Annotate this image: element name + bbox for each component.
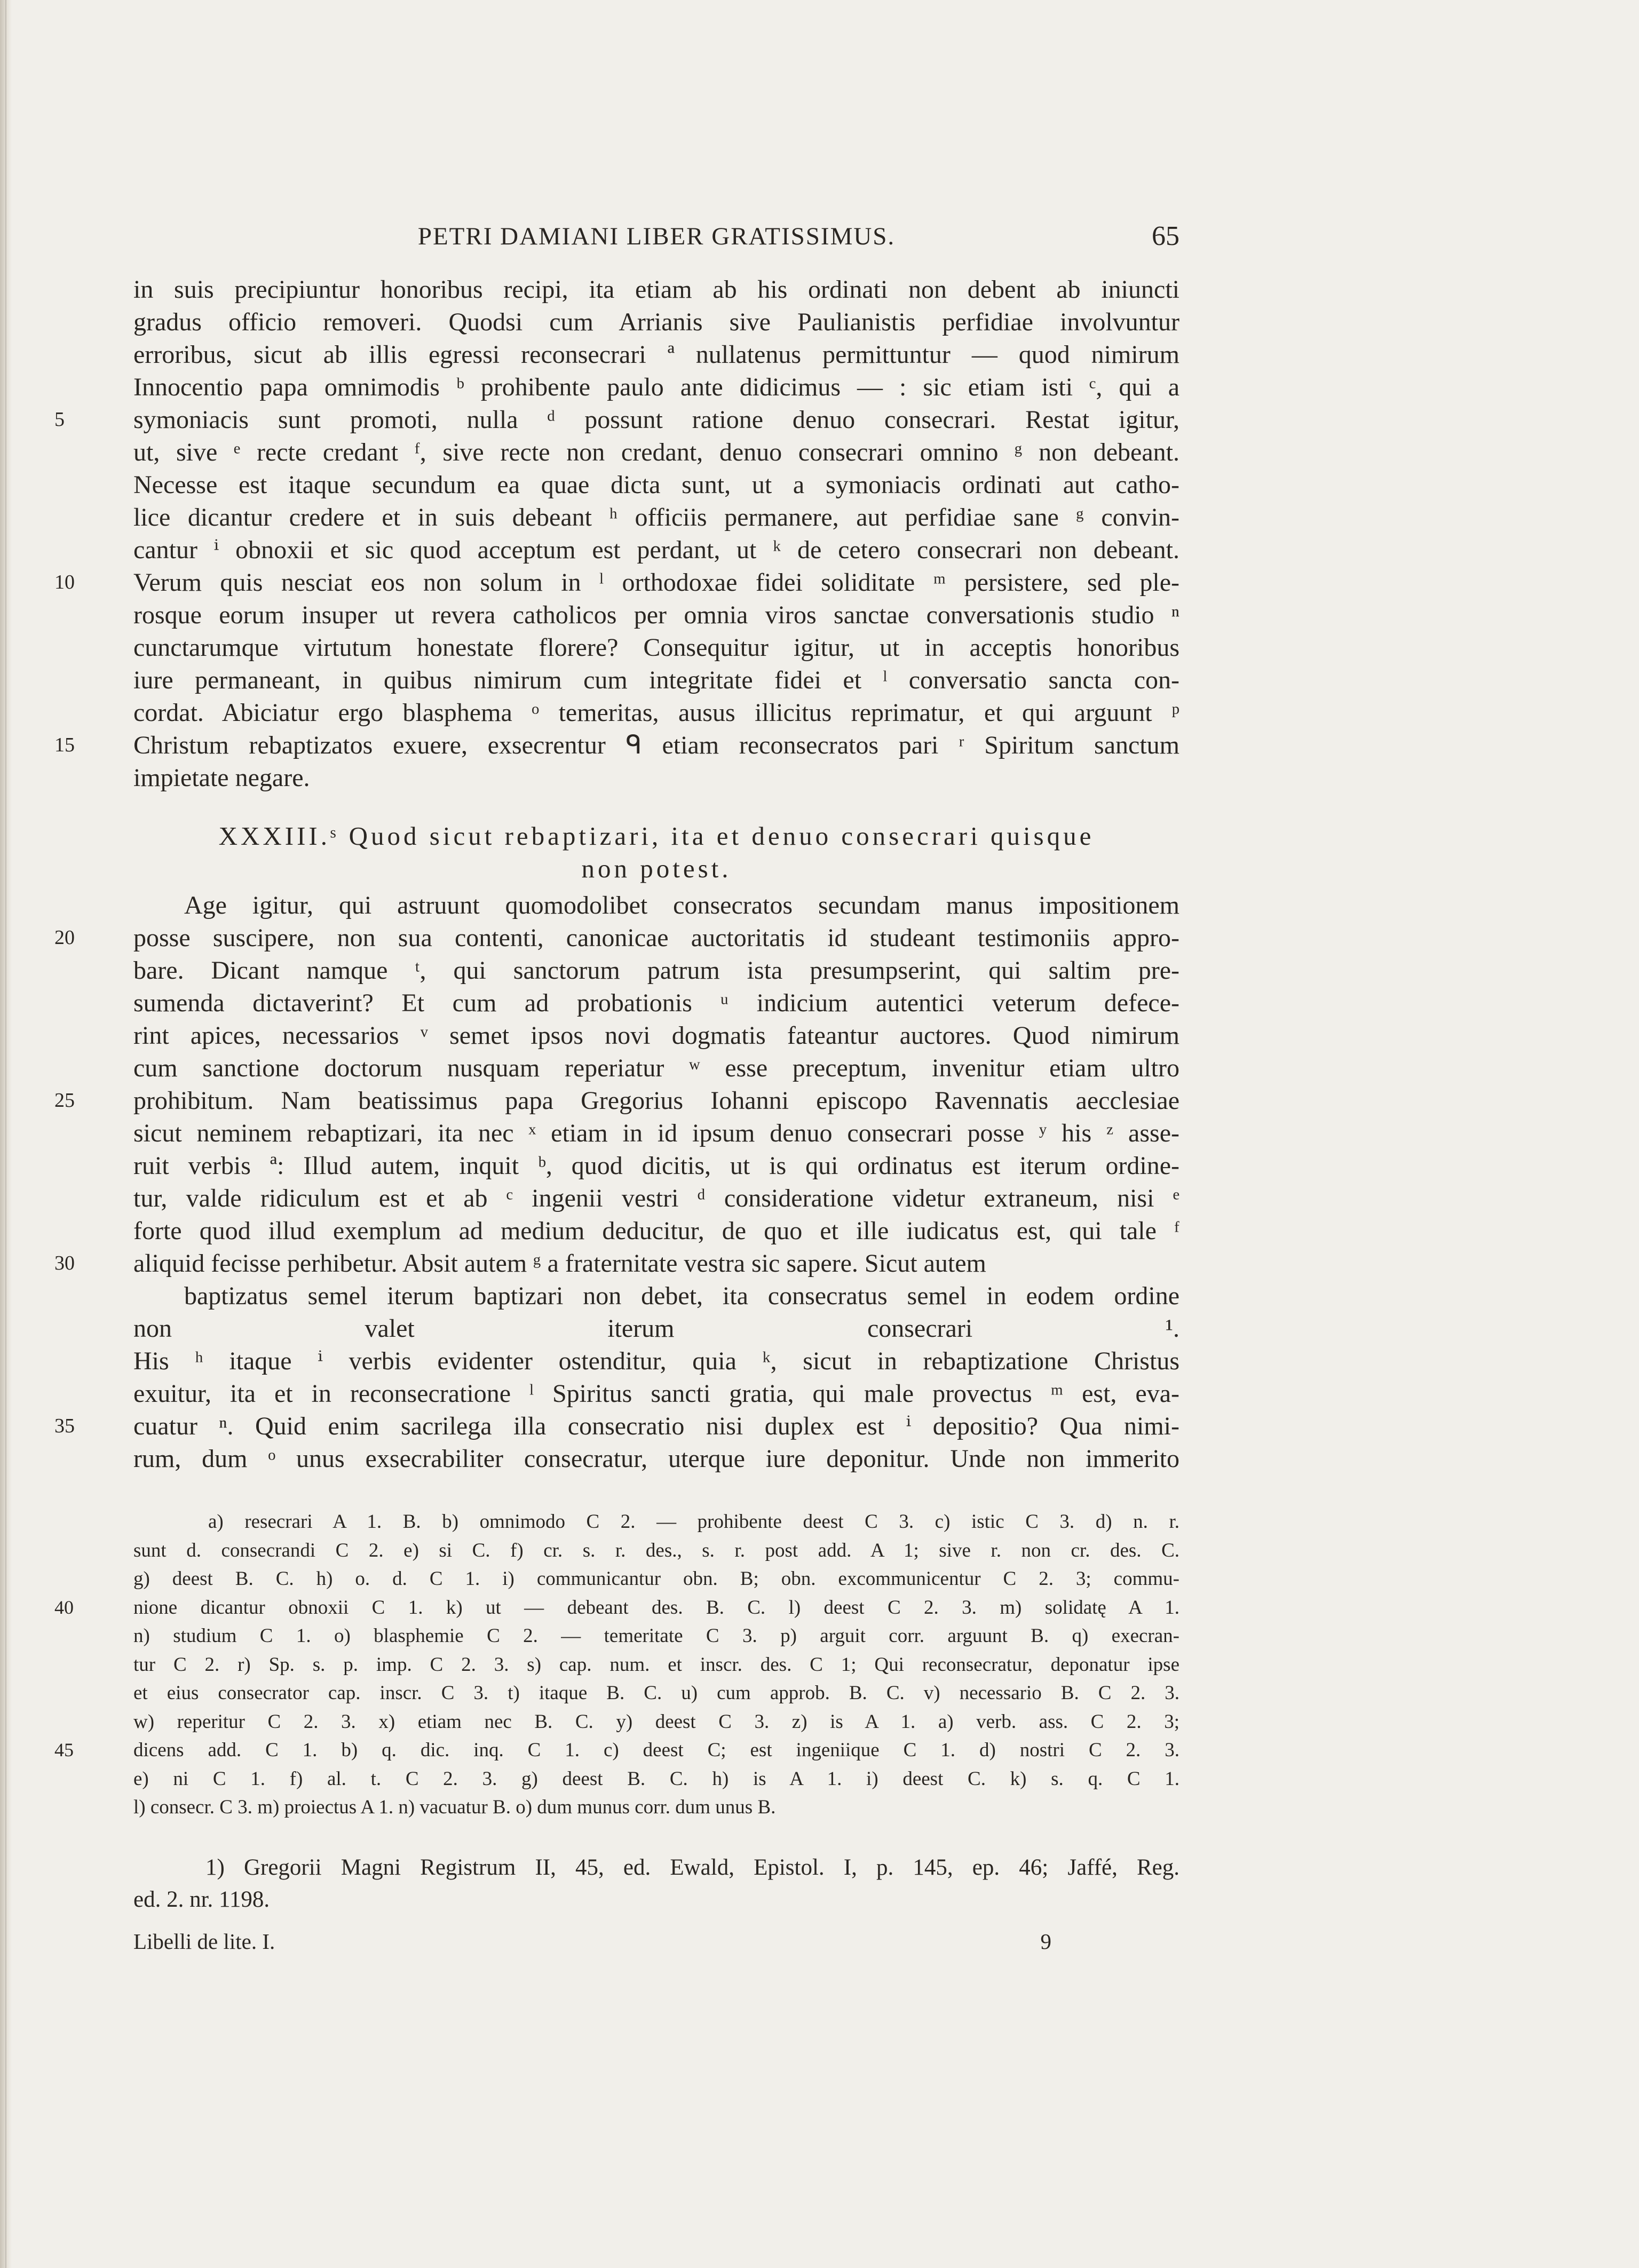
body-line <box>133 762 1179 794</box>
line-number: 30 <box>54 1252 75 1274</box>
body-line-text: tur, valde ridiculum est et ab ᶜ ingenii vestri ᵈ consideratione videtur extraneum, nisi ᵉ <box>133 1184 1179 1212</box>
body-text-top <box>54 273 1179 794</box>
heading-line <box>133 820 1179 852</box>
footnote-line <box>133 1708 1179 1736</box>
body-line-text: lice dicantur credere et in suis debeant ʰ officiis permanere, aut perfidiae sane ᵍ convin- <box>133 503 1179 532</box>
body-line <box>133 696 1179 729</box>
chapter-heading <box>133 820 1179 885</box>
footnote-line-text: dicens add. C 1. b) q. dic. inq. C 1. c) deest C; est ingeniique C 1. d) nostri C 2. 3. <box>133 1739 1179 1761</box>
line-number: 10 <box>54 571 75 593</box>
footnote-line-text: g) deest B. C. h) o. d. C 1. i) communicantur obn. B; obn. excommunicentur C 2. 3; commu- <box>133 1568 1179 1590</box>
body-line <box>54 1084 1179 1117</box>
critical-apparatus <box>54 1508 1179 1822</box>
footnote-line <box>133 1651 1179 1679</box>
body-line-text: ut, sive ᵉ recte credant ᶠ, sive recte non credant, denuo consecrari omnino ᵍ non debeant. <box>133 438 1179 466</box>
body-line-text: aliquid fecisse perhibetur. Absit autem ᵍ a fraternitate vestra sic sapere. Sicut autem <box>133 1249 986 1278</box>
body-line-text: rum, dum ᵒ unus exsecrabiliter consecratur, uterque iure deponitur. Unde non immerito <box>133 1445 1179 1473</box>
footnote-line-text: a) resecrari A 1. B. b) omnimodo C 2. — prohibente deest C 3. c) istic C 3. d) n. r. <box>208 1511 1179 1533</box>
body-line-text: sicut neminem rebaptizari, ita nec ˣ etiam in id ipsum denuo consecrari posse ʸ his ᶻ asse- <box>133 1119 1179 1147</box>
body-line <box>133 338 1179 371</box>
footnote-line-text: tur C 2. r) Sp. s. p. imp. C 2. 3. s) cap. num. et inscr. des. C 1; Qui reconsecratur, deponatur ipse <box>133 1653 1179 1676</box>
body-line <box>133 501 1179 534</box>
body-line-text: Necesse est itaque secundum ea quae dicta sunt, ut a symoniacis ordinati aut catho- <box>133 471 1179 499</box>
body-line <box>133 1377 1179 1410</box>
footnote-line <box>133 1565 1179 1593</box>
body-line <box>54 1247 1179 1280</box>
body-line-text: exuitur, ita et in reconsecratione ˡ Spiritus sancti gratia, qui male provectus ᵐ est, eva- <box>133 1379 1179 1408</box>
body-line-text: impietate negare. <box>133 764 310 792</box>
body-line <box>54 566 1179 599</box>
reference-line <box>133 1884 1179 1916</box>
body-line <box>133 1182 1179 1215</box>
body-line-text: Christum rebaptizatos exuere, exsecrentur ᑫ etiam reconsecratos pari ʳ Spiritum sanctum <box>133 731 1179 759</box>
body-line-text: cuatur ⁿ. Quid enim sacrilega illa consecratio nisi duplex est ⁱ depositio? Qua nimi- <box>133 1412 1179 1440</box>
reference-line-2: ed. 2. nr. 1198. <box>133 1887 270 1912</box>
body-line <box>133 664 1179 696</box>
footnote-line-text: e) ni C 1. f) al. t. C 2. 3. g) deest B. C. h) is A 1. i) deest C. k) s. q. C 1. <box>133 1767 1179 1790</box>
heading-line <box>133 852 1179 885</box>
body-line-text: Age igitur, qui astruunt quomodolibet consecratos secundam manus impositionem <box>184 891 1179 919</box>
page-binding-edge <box>0 0 12 2268</box>
footnote-line-text: w) reperitur C 2. 3. x) etiam nec B. C. y) deest C 3. z) is A 1. a) verb. ass. C 2. 3; <box>133 1710 1179 1733</box>
line-number: 15 <box>54 734 75 756</box>
body-line-text: Verum quis nesciat eos non solum in ˡ orthodoxae fidei soliditate ᵐ persistere, sed ple- <box>133 568 1179 597</box>
body-line <box>54 403 1179 436</box>
body-line-text: cum sanctione doctorum nusquam reperiatur ʷ esse preceptum, invenitur etiam ultro <box>133 1054 1179 1082</box>
footnote-line <box>133 1793 1179 1822</box>
body-line <box>133 1215 1179 1247</box>
body-line-text: prohibitum. Nam beatissimus papa Gregorius Iohanni episcopo Ravennatis aecclesiae <box>133 1087 1179 1115</box>
line-number: 5 <box>54 408 65 431</box>
body-line <box>133 1280 1179 1312</box>
body-line <box>133 631 1179 664</box>
body-line-text: rint apices, necessarios ᵛ semet ipsos novi dogmatis fateantur auctores. Quod nimirum <box>133 1021 1179 1050</box>
running-title: PETRI DAMIANI LIBER GRATISSIMUS. <box>417 223 896 250</box>
reference-line-1: 1) Gregorii Magni Registrum II, 45, ed. Ewald, Epistol. I, p. 145, ep. 46; Jaffé, Reg. <box>205 1855 1179 1880</box>
footnote-line <box>133 1679 1179 1708</box>
body-line <box>133 534 1179 566</box>
body-line <box>133 1312 1179 1345</box>
source-reference <box>133 1852 1179 1916</box>
body-line <box>133 306 1179 338</box>
footnote-line <box>133 1508 1179 1536</box>
body-line <box>133 889 1179 922</box>
body-line-text: cordat. Abiciatur ergo blasphema ᵒ temeritas, ausus illicitus reprimatur, et qui arguunt ᵖ <box>133 699 1179 727</box>
footnote-line-text: et eius consecrator cap. inscr. C 3. t) itaque B. C. u) cum approb. B. C. v) necessario B. C 2. 3. <box>133 1682 1179 1704</box>
body-line-text: cantur ⁱ obnoxii et sic quod acceptum est perdant, ut ᵏ de cetero consecrari non debeant. <box>133 536 1179 564</box>
footnote-line-text: n) studium C 1. o) blasphemie C 2. — temeritate C 3. p) arguit corr. arguunt B. q) execran- <box>133 1625 1179 1647</box>
footnote-line-text: l) consecr. C 3. m) proiectus A 1. n) vacuatur B. o) dum munus corr. dum unus B. <box>133 1796 776 1818</box>
body-line-text: baptizatus semel iterum baptizari non debet, ita consecratus semel in eodem ordine <box>184 1282 1179 1310</box>
signature-number: 9 <box>1040 1929 1051 1954</box>
line-number: 25 <box>54 1089 75 1112</box>
body-line <box>133 599 1179 631</box>
body-line <box>133 371 1179 403</box>
page-number: 65 <box>1152 221 1179 251</box>
body-line-text: forte quod illud exemplum ad medium deducitur, de quo et ille iudicatus est, qui tale ᶠ <box>133 1217 1179 1245</box>
body-line <box>133 469 1179 501</box>
body-line <box>133 1052 1179 1084</box>
footnote-line <box>54 1593 1179 1622</box>
line-number: 45 <box>54 1739 74 1761</box>
line-number: 20 <box>54 926 75 949</box>
body-line-text: rosque eorum insuper ut revera catholicos per omnia viros sanctae conversationis studio ⁿ <box>133 601 1179 629</box>
body-line-text: in suis precipiuntur honoribus recipi, ita etiam ab his ordinati non debent ab iniuncti <box>133 275 1179 304</box>
footnote-line <box>133 1622 1179 1651</box>
footnote-line <box>133 1536 1179 1565</box>
body-line-text: ruit verbis ª: Illud autem, inquit ᵇ, quod dicitis, ut is qui ordinatus est iterum ordine- <box>133 1152 1179 1180</box>
sheet-signature <box>133 1924 1051 1958</box>
line-number: 40 <box>54 1596 74 1618</box>
footnote-line-text: sunt d. consecrandi C 2. e) si C. f) cr. s. r. des., s. r. post add. A 1; sive r. non cr. des. C. <box>133 1539 1179 1561</box>
body-line-text: gradus officio removeri. Quodsi cum Arrianis sive Paulianistis perfidiae involvuntur <box>133 308 1179 336</box>
footnote-line <box>54 1736 1179 1765</box>
heading-line-2: non potest. <box>581 854 732 883</box>
line-number: 35 <box>54 1415 75 1437</box>
footnote-line-text: nione dicantur obnoxii C 1. k) ut — debeant des. B. C. l) deest C 2. 3. m) solidatę A 1. <box>133 1596 1179 1619</box>
body-line <box>133 987 1179 1019</box>
body-line <box>133 1442 1179 1475</box>
body-line-text: non valet iterum consecrari ¹. <box>133 1314 1179 1343</box>
body-line-text: Innocentio papa omnimodis ᵇ prohibente paulo ante didicimus — : sic etiam isti ᶜ, qui a <box>133 373 1179 401</box>
body-line-text: sumenda dictaverint? Et cum ad probationis ᵘ indicium autentici veterum defece- <box>133 989 1179 1017</box>
body-line-text: iure permaneant, in quibus nimirum cum integritate fidei et ˡ conversatio sancta con- <box>133 666 1179 694</box>
body-line-text: cunctarumque virtutum honestate florere? Consequitur igitur, ut in acceptis honoribus <box>133 633 1179 662</box>
body-line <box>133 436 1179 469</box>
reference-line <box>133 1852 1179 1884</box>
body-text-main <box>54 889 1179 1475</box>
body-line-text: bare. Dicant namque ᵗ, qui sanctorum patrum ista presumpserint, qui saltim pre- <box>133 956 1179 985</box>
body-line <box>54 922 1179 954</box>
body-line-text: posse suscipere, non sua contenti, canonicae auctoritatis id studeant testimoniis appro- <box>133 924 1179 952</box>
body-line <box>133 1019 1179 1052</box>
body-line <box>54 729 1179 762</box>
signature-label: Libelli de lite. I. <box>133 1929 275 1954</box>
body-line <box>133 954 1179 987</box>
body-line <box>54 1410 1179 1442</box>
body-line <box>133 273 1179 306</box>
heading-line-1: XXXIII.ˢ Quod sicut rebaptizari, ita et denuo consecrari quisque <box>218 821 1095 851</box>
page-header <box>133 212 1179 260</box>
body-line-text: symoniacis sunt promoti, nulla ᵈ possunt ratione denuo consecrari. Restat igitur, <box>133 406 1179 434</box>
body-line-text: erroribus, sicut ab illis egressi reconsecrari ª nullatenus permittuntur — quod nimirum <box>133 340 1179 369</box>
body-line <box>133 1117 1179 1149</box>
body-line <box>133 1149 1179 1182</box>
body-line-text: His ʰ itaque ⁱ verbis evidenter ostenditur, quia ᵏ, sicut in rebaptizatione Christus <box>133 1347 1179 1375</box>
footnote-line <box>133 1765 1179 1794</box>
body-line <box>133 1345 1179 1377</box>
